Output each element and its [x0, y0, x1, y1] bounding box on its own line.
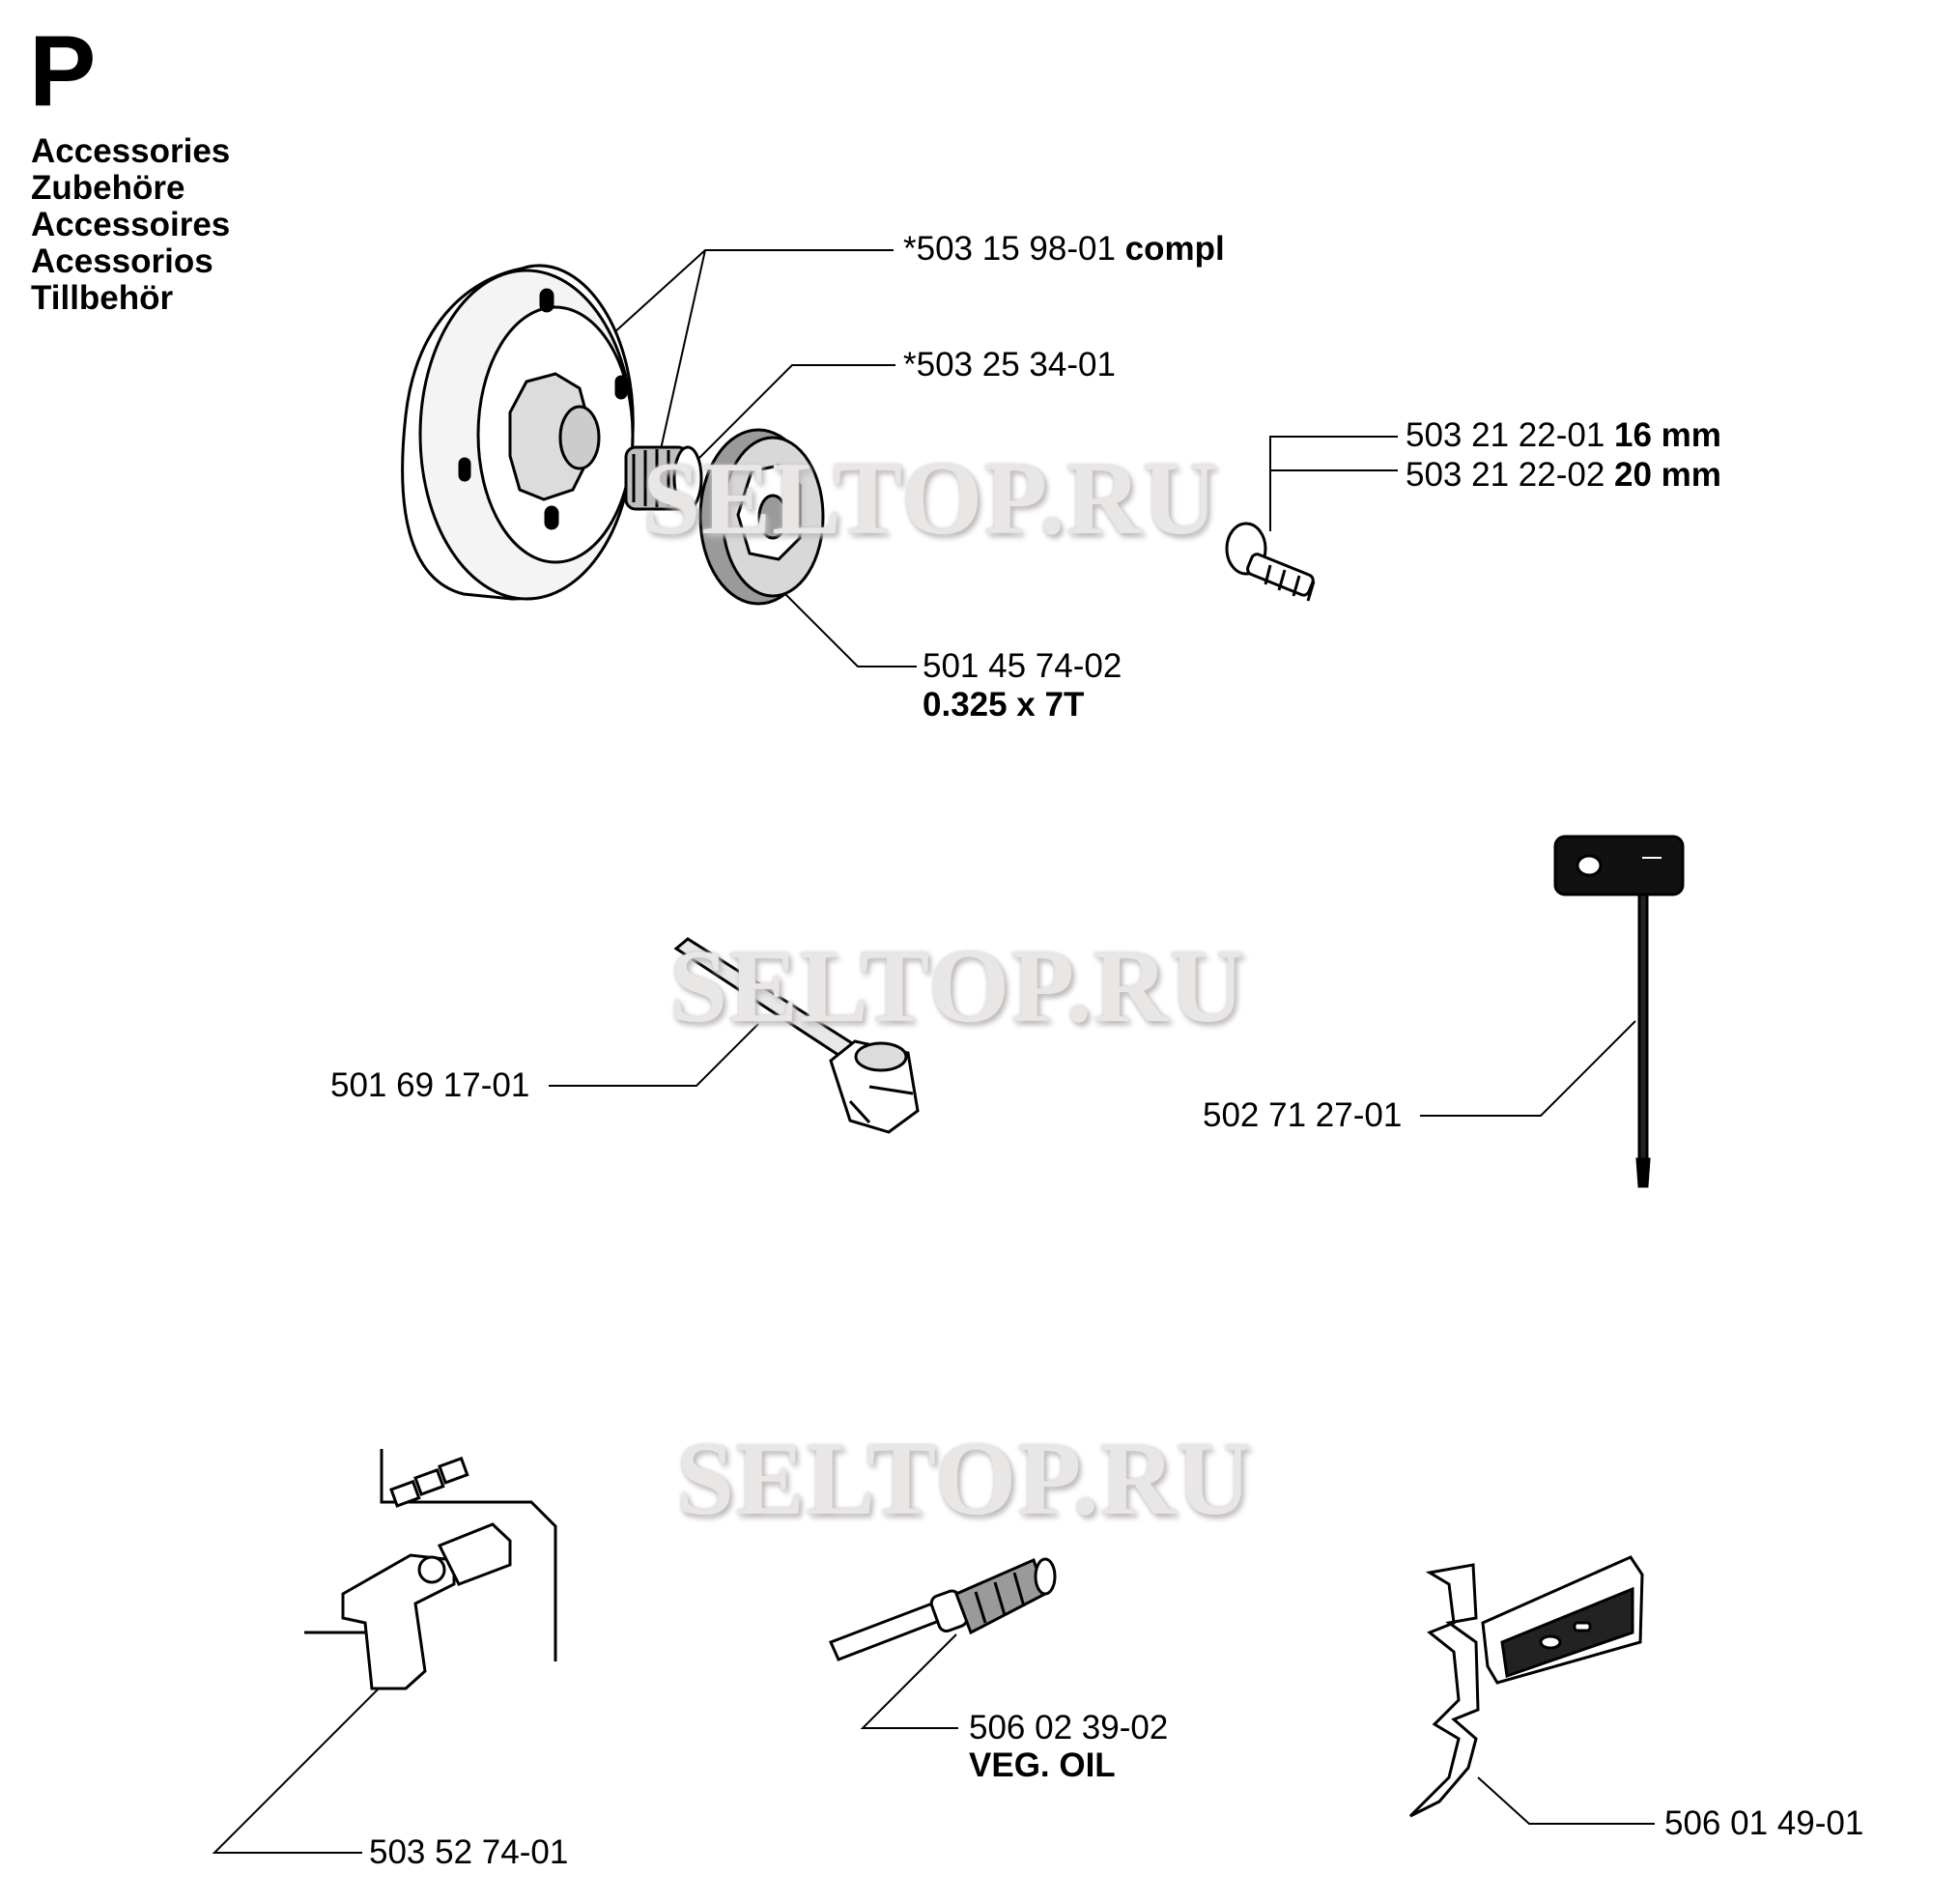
- bar-bolt-icon: [1227, 524, 1315, 601]
- depth-gauge-tool-icon: [1410, 1557, 1642, 1816]
- part-label-brake-handle: [369, 1833, 568, 1872]
- part-number: 503 21 22-01: [1406, 416, 1605, 454]
- part-number: 501 45 74-02: [923, 647, 1122, 685]
- leader-line-7: [1420, 1021, 1635, 1116]
- part-label-depth-gauge: [1664, 1804, 1863, 1843]
- part-label-bolt-16mm: [1406, 416, 1721, 455]
- title-portuguese: Acessorios: [31, 242, 213, 280]
- leader-line-10: [1478, 1777, 1655, 1824]
- part-label-clutch-drum: [903, 230, 1225, 269]
- leader-line-1: [613, 250, 894, 333]
- part-label-combination-wrench: [330, 1066, 529, 1105]
- part-number: *503 15 98-01: [903, 230, 1116, 268]
- part-number: 503 52 74-01: [369, 1833, 569, 1871]
- clutch-drum-icon: [403, 266, 634, 599]
- leader-line-8: [214, 1689, 379, 1853]
- part-label-grease-gun: [969, 1709, 1168, 1747]
- part-note: compl: [1124, 230, 1225, 268]
- section-letter: P: [29, 15, 97, 128]
- leader-line-1b: [657, 250, 705, 467]
- leader-line-3: [781, 589, 917, 667]
- title-german: Zubehöre: [31, 169, 185, 207]
- part-label-bolt-20mm: [1406, 456, 1721, 495]
- watermark: SELTOP.RU: [642, 441, 1219, 556]
- part-note: 20 mm: [1614, 456, 1721, 494]
- part-number: 506 02 39-02: [969, 1709, 1169, 1746]
- grease-gun-icon: [831, 1559, 1055, 1660]
- part-note: 0.325 x 7T: [923, 686, 1085, 724]
- t-handle-torx-icon: [1555, 837, 1683, 1186]
- section-titles: [31, 133, 230, 317]
- watermark: SELTOP.RU: [669, 929, 1246, 1044]
- part-label-sprocket-rim-spec: [923, 686, 1084, 724]
- part-note: 16 mm: [1614, 416, 1721, 454]
- part-number: 506 01 49-01: [1664, 1804, 1864, 1842]
- leader-line-4: [1270, 437, 1398, 531]
- part-number: *503 25 34-01: [903, 346, 1116, 383]
- part-label-needle-bearing: [903, 346, 1116, 384]
- leader-line-9: [863, 1634, 958, 1728]
- part-label-torx-driver: [1203, 1096, 1402, 1135]
- part-number: 501 69 17-01: [330, 1066, 530, 1104]
- part-note: VEG. OIL: [969, 1746, 1116, 1784]
- part-label-sprocket-rim: [923, 647, 1122, 686]
- chain-brake-handle-icon: [304, 1449, 555, 1689]
- part-number: 503 21 22-02: [1406, 456, 1605, 494]
- title-french: Accessoires: [31, 206, 231, 243]
- part-label-grease-gun-spec: [969, 1746, 1116, 1785]
- title-english: Accessories: [31, 132, 231, 170]
- title-swedish: Tillbehör: [31, 279, 174, 317]
- watermark: SELTOP.RU: [676, 1422, 1253, 1537]
- part-number: 502 71 27-01: [1203, 1096, 1403, 1134]
